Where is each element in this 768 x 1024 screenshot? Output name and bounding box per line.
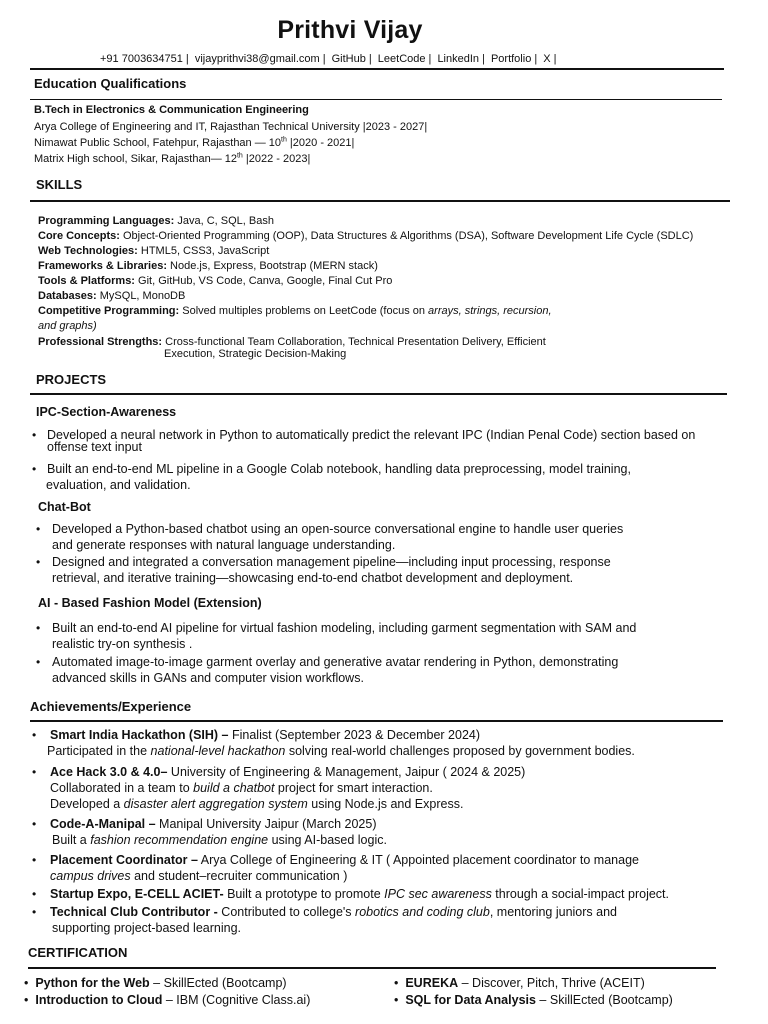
list-item: • Automated image-to-image garment overlay and generative avatar rendering in Python, demonstrating advanced skills in GANs and computer vision workflows. [36,655,619,685]
list-item: • Smart India Hackathon (SIH) – Finalist (September 2023 & December 2024) Participated in the national-level hackathon solving real-world challenges proposed by government bodies. [32,728,635,758]
list-item: • SQL for Data Analysis – SkillEcted (Bootcamp) [394,993,673,1007]
bullet-icon: • [394,993,399,1007]
skill-row: Core Concepts: Object-Oriented Programming (OOP), Data Structures & Algorithms (DSA), Software Development Life Cycle (SDLC) [38,230,694,242]
education-heading: Education Qualifications [34,76,187,91]
skills-heading: SKILLS [36,177,83,192]
bullet-icon: • [394,976,399,990]
bullet-icon: • [32,765,37,779]
skill-row: Frameworks & Libraries: Node.js, Express, Bootstrap (MERN stack) [38,260,378,272]
bullet-icon: • [36,655,41,669]
resume-name: Prithvi Vijay [277,16,423,44]
header-divider [30,68,724,70]
bullet-icon: • [36,555,41,569]
x-link[interactable]: X [543,53,551,65]
skill-row: Web Technologies: HTML5, CSS3, JavaScript [38,245,270,257]
skill-competitive-cont: and graphs) [38,320,97,332]
bullet-icon: • [32,887,37,901]
certification-heading: CERTIFICATION [28,945,128,960]
bullet-icon: • [36,621,41,635]
projects-heading: PROJECTS [36,372,107,387]
project-title: AI - Based Fashion Model (Extension) [38,596,262,610]
education-school-10th: Nimawat Public School, Fatehpur, Rajasthan — 10th |2020 - 2021| [34,136,355,149]
bullet-icon: • [24,976,29,990]
list-item: • Developed a neural network in Python to automatically predict the relevant IPC (Indian Penal Code) section based on offense text input [32,428,696,454]
bullet-icon: • [32,428,37,442]
bullet-icon: • [32,728,37,742]
education-divider [30,99,722,100]
education-degree: B.Tech in Electronics & Communication Engineering [34,104,309,116]
leetcode-link[interactable]: LeetCode [377,53,426,65]
contact-line: +91 7003634751 | vijayprithvi38@gmail.com | GitHub | LeetCode | LinkedIn | Portfolio | X | [100,53,557,65]
bullet-icon: • [36,522,41,536]
list-item: • Python for the Web – SkillEcted (Bootcamp) [24,976,287,990]
list-item: • Ace Hack 3.0 & 4.0– University of Engineering & Management, Jaipur ( 2024 & 2025) Collaborated in a team to build a chatbot project for smart interaction. Developed a disaster alert aggregation system using Node.js and Express. [32,765,526,811]
portfolio-link[interactable]: Portfolio [490,53,532,65]
skill-strengths: Professional Strengths: Cross-functional Team Collaboration, Technical Presentation Delivery, Efficient [38,336,546,348]
phone-number: +91 7003634751 [100,53,183,65]
list-item: • Technical Club Contributor - Contributed to college's robotics and coding club, mentoring juniors and supporting project-based learning. [32,905,617,935]
github-link[interactable]: GitHub [331,53,366,65]
bullet-icon: • [32,853,37,867]
projects-divider [30,393,727,395]
achievements-heading: Achievements/Experience [30,699,192,714]
list-item: • Introduction to Cloud – IBM (Cognitive Class.ai) [24,993,311,1007]
list-item: • Code-A-Manipal – Manipal University Jaipur (March 2025) Built a fashion recommendation engine using AI-based logic. [32,817,387,847]
bullet-icon: • [32,817,37,831]
list-item: • Built an end-to-end ML pipeline in a Google Colab notebook, handling data preprocessing, model training, evaluation, and validation. [32,462,631,492]
achievements-divider [30,720,723,722]
project-title: Chat-Bot [38,500,91,514]
skill-strengths-cont: Execution, Strategic Decision-Making [164,348,347,360]
list-item: • Designed and integrated a conversation management pipeline—including input processing, response retrieval, and iterative training—showcasing end-to-end chatbot development and deployment. [36,555,611,585]
list-item: • EUREKA – Discover, Pitch, Thrive (ACEIT) [394,976,645,990]
certification-divider [28,967,716,969]
bullet-icon: • [24,993,29,1007]
list-item: • Built an end-to-end AI pipeline for virtual fashion modeling, including garment segmentation with SAM and realistic try-on synthesis . [36,621,637,651]
skill-row: Tools & Platforms: Git, GitHub, VS Code, Canva, Google, Final Cut Pro [38,275,393,287]
education-college: Arya College of Engineering and IT, Rajasthan Technical University |2023 - 2027| [34,121,428,133]
bullet-icon: • [32,462,37,476]
list-item: • Developed a Python-based chatbot using an open-source conversational engine to handle user queries and generate responses with natural language understanding. [36,522,624,552]
education-school-12th: Matrix High school, Sikar, Rajasthan— 12th |2022 - 2023| [34,152,311,165]
skill-row: Programming Languages: Java, C, SQL, Bash [38,215,274,227]
list-item: • Placement Coordinator – Arya College of Engineering & IT ( Appointed placement coordinator to manage campus drives and student–recruiter communication ) [32,853,639,883]
list-item: • Startup Expo, E-CELL ACIET- Built a prototype to promote IPC sec awareness through a social-impact project. [32,887,669,901]
email-link[interactable]: vijayprithvi38@gmail.com [194,53,320,65]
linkedin-link[interactable]: LinkedIn [437,53,480,65]
skill-competitive: Competitive Programming: Solved multiples problems on LeetCode (focus on arrays, strings, recursion, [38,305,552,317]
bullet-icon: • [32,905,37,919]
skills-divider [30,200,730,202]
skill-row: Databases: MySQL, MonoDB [38,290,186,302]
project-title: IPC-Section-Awareness [36,405,177,419]
